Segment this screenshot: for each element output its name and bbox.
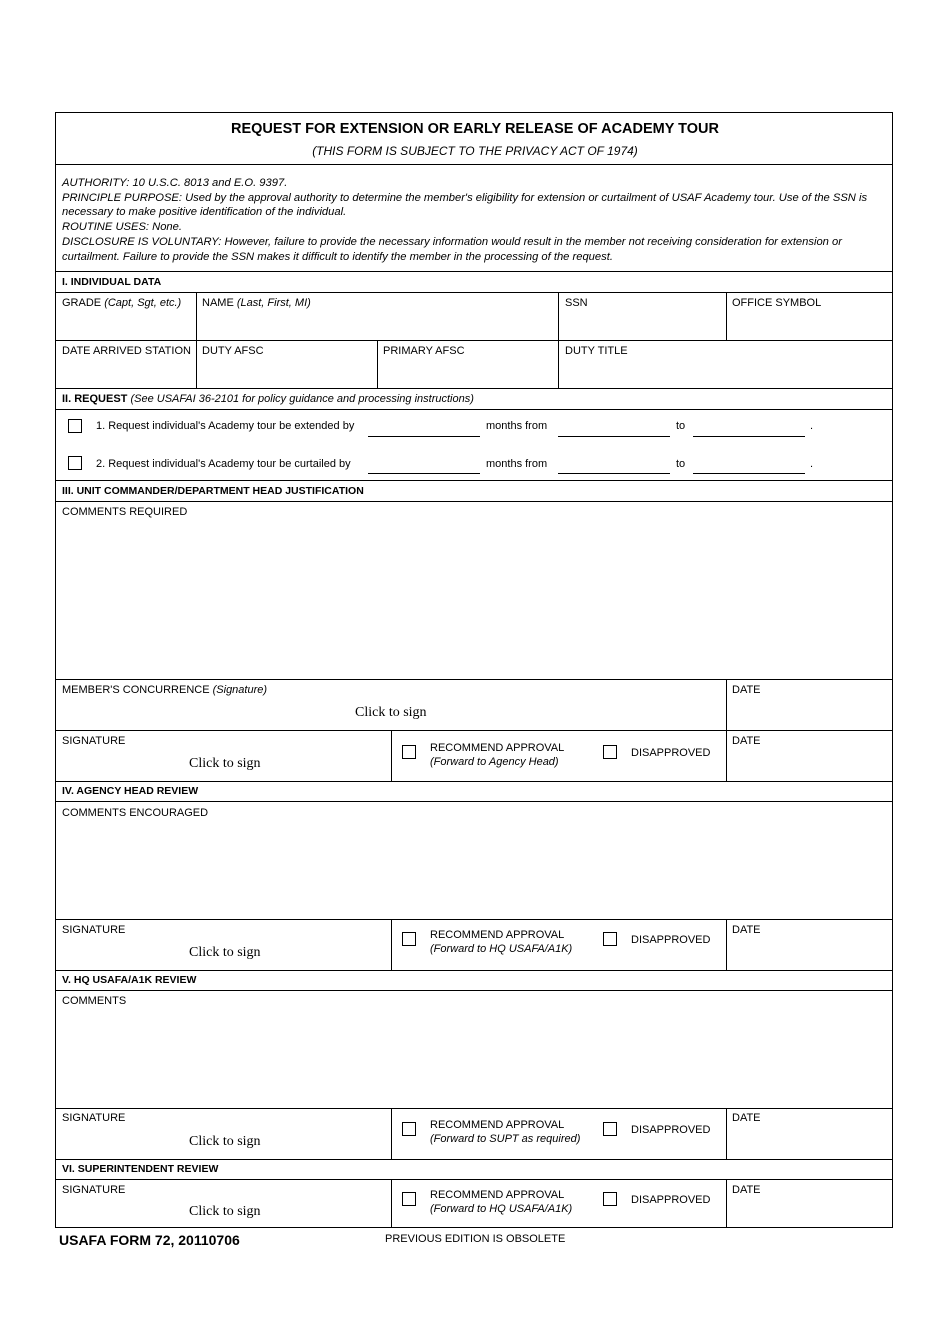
extend-from-date-input[interactable]	[558, 436, 670, 437]
form-id: USAFA FORM 72, 20110706	[59, 1232, 240, 1248]
section-1-heading: I. INDIVIDUAL DATA	[62, 276, 162, 288]
extend-checkbox[interactable]	[68, 419, 82, 433]
extend-to-date-input[interactable]	[693, 436, 805, 437]
recommend-approval-checkbox[interactable]	[402, 745, 416, 759]
routine-uses-text: ROUTINE USES: None.	[62, 221, 182, 234]
date-label: DATE	[732, 735, 761, 747]
months-from-label: months from	[486, 458, 548, 470]
divider	[726, 919, 727, 971]
curtail-checkbox[interactable]	[68, 456, 82, 470]
months-from-label: months from	[486, 420, 548, 432]
disapproved-label: DISAPPROVED	[631, 1124, 711, 1136]
name-hint: (Last, First, MI)	[236, 297, 311, 309]
divider	[56, 1108, 892, 1109]
comments-encouraged-label: COMMENTS ENCOURAGED	[62, 807, 209, 819]
extend-months-input[interactable]	[368, 436, 480, 437]
date-arrived-field[interactable]: DATE ARRIVED STATION	[62, 345, 191, 357]
superintendent-sign-button[interactable]: Click to sign	[189, 1204, 261, 1219]
curtail-to-date-input[interactable]	[693, 473, 805, 474]
section-2-title: II. REQUEST	[62, 393, 128, 405]
period-mark: .	[810, 458, 814, 470]
concurrence-text: MEMBER'S CONCURRENCE	[62, 684, 210, 696]
divider	[56, 271, 892, 272]
recommend-text: RECOMMEND APPROVAL	[430, 929, 565, 941]
divider	[56, 970, 892, 971]
divider	[56, 730, 892, 731]
divider	[56, 1159, 892, 1160]
office-symbol-field[interactable]: OFFICE SYMBOL	[732, 297, 822, 309]
divider	[726, 292, 727, 340]
recommend-approval-label	[430, 1188, 572, 1216]
privacy-statement	[62, 176, 882, 264]
divider	[56, 919, 892, 920]
disapproved-checkbox[interactable]	[603, 932, 617, 946]
divider	[56, 801, 892, 802]
signature-label: SIGNATURE	[62, 1184, 126, 1196]
curtail-months-input[interactable]	[368, 473, 480, 474]
signature-label: SIGNATURE	[62, 924, 126, 936]
disapproved-checkbox[interactable]	[603, 1122, 617, 1136]
purpose-text: PRINCIPLE PURPOSE: Used by the approval authority to determine the member's eligibility for extension or curtailment of USAF Academy tour. Use of the SSN is necessary to make positive identification of the individual.	[62, 191, 868, 219]
divider	[56, 340, 892, 341]
name-field[interactable]	[202, 297, 311, 309]
name-label: NAME	[202, 297, 234, 309]
grade-hint: (Capt, Sgt, etc.)	[104, 297, 182, 309]
divider	[56, 781, 892, 782]
date-label: DATE	[732, 924, 761, 936]
divider	[56, 480, 892, 481]
recommend-approval-checkbox[interactable]	[402, 1192, 416, 1206]
divider	[56, 990, 892, 991]
comments-label: COMMENTS	[62, 995, 127, 1007]
forward-text: (Forward to HQ USAFA/A1K)	[430, 943, 573, 955]
disapproved-checkbox[interactable]	[603, 1192, 617, 1206]
recommend-approval-label	[430, 1118, 580, 1146]
member-sign-button[interactable]: Click to sign	[355, 705, 427, 720]
date-label: DATE	[732, 1184, 761, 1196]
grade-field[interactable]	[62, 297, 181, 309]
form-container	[55, 112, 893, 1228]
divider	[377, 340, 378, 388]
concurrence-hint: (Signature)	[212, 684, 268, 696]
disapproved-label: DISAPPROVED	[631, 934, 711, 946]
to-label: to	[676, 420, 686, 432]
member-concurrence-label	[62, 684, 267, 696]
section-4-heading: IV. AGENCY HEAD REVIEW	[62, 785, 199, 797]
form-title: REQUEST FOR EXTENSION OR EARLY RELEASE OF ACADEMY TOUR	[231, 121, 719, 137]
divider	[56, 388, 892, 389]
commander-sign-button[interactable]: Click to sign	[189, 756, 261, 771]
primary-afsc-field[interactable]: PRIMARY AFSC	[383, 345, 465, 357]
recommend-text: RECOMMEND APPROVAL	[430, 742, 565, 754]
section-2-heading	[62, 393, 474, 405]
divider	[56, 409, 892, 410]
section-5-heading: V. HQ USAFA/A1K REVIEW	[62, 974, 197, 986]
disclosure-text: DISCLOSURE IS VOLUNTARY: However, failure to provide the necessary information would result in the member not receiving consideration for extension or curtailment. Failure to provide the SSN makes it difficult to identify the member in the processing of the request.	[62, 235, 842, 263]
comments-required-label: COMMENTS REQUIRED	[62, 506, 188, 518]
signature-label: SIGNATURE	[62, 1112, 126, 1124]
a1k-sign-button[interactable]: Click to sign	[189, 1134, 261, 1149]
comments-required-area[interactable]	[56, 518, 892, 678]
divider	[391, 919, 392, 971]
authority-text: AUTHORITY: 10 U.S.C. 8013 and E.O. 9397.	[62, 177, 288, 189]
to-label: to	[676, 458, 686, 470]
date-label: DATE	[732, 1112, 761, 1124]
duty-title-field[interactable]: DUTY TITLE	[565, 345, 628, 357]
forward-text: (Forward to Agency Head)	[430, 756, 559, 768]
grade-label: GRADE	[62, 297, 102, 309]
recommend-approval-label	[430, 928, 572, 956]
ssn-field[interactable]: SSN	[565, 297, 588, 309]
divider	[726, 1108, 727, 1160]
form-subtitle: (THIS FORM IS SUBJECT TO THE PRIVACY ACT OF 1974)	[312, 144, 638, 158]
duty-afsc-field[interactable]: DUTY AFSC	[202, 345, 264, 357]
divider	[56, 1179, 892, 1180]
date-label: DATE	[732, 684, 761, 696]
divider	[391, 1179, 392, 1227]
section-2-hint: (See USAFAI 36-2101 for policy guidance and processing instructions)	[130, 393, 474, 405]
forward-text: (Forward to HQ USAFA/A1K)	[430, 1203, 573, 1215]
recommend-text: RECOMMEND APPROVAL	[430, 1189, 565, 1201]
recommend-approval-checkbox[interactable]	[402, 932, 416, 946]
forward-text: (Forward to SUPT as required)	[430, 1133, 581, 1145]
curtail-from-date-input[interactable]	[558, 473, 670, 474]
section-3-heading: III. UNIT COMMANDER/DEPARTMENT HEAD JUSTIFICATION	[62, 485, 364, 497]
comments-area[interactable]	[56, 1009, 892, 1107]
divider	[56, 501, 892, 502]
disapproved-label: DISAPPROVED	[631, 1194, 711, 1206]
signature-label: SIGNATURE	[62, 735, 126, 747]
recommend-approval-label	[430, 741, 564, 769]
agency-head-sign-button[interactable]: Click to sign	[189, 945, 261, 960]
curtail-request-text: 2. Request individual's Academy tour be curtailed by	[96, 458, 351, 470]
divider	[391, 1108, 392, 1160]
divider	[726, 1179, 727, 1227]
divider	[56, 292, 892, 293]
disapproved-checkbox[interactable]	[603, 745, 617, 759]
section-6-heading: VI. SUPERINTENDENT REVIEW	[62, 1163, 219, 1175]
divider	[56, 164, 892, 165]
period-mark: .	[810, 420, 814, 432]
extend-request-text: 1. Request individual's Academy tour be extended by	[96, 420, 355, 432]
recommend-approval-checkbox[interactable]	[402, 1122, 416, 1136]
comments-encouraged-area[interactable]	[56, 821, 892, 919]
divider	[56, 679, 892, 680]
recommend-text: RECOMMEND APPROVAL	[430, 1119, 565, 1131]
disapproved-label: DISAPPROVED	[631, 747, 711, 759]
divider	[391, 730, 392, 782]
edition-note: PREVIOUS EDITION IS OBSOLETE	[385, 1233, 566, 1245]
